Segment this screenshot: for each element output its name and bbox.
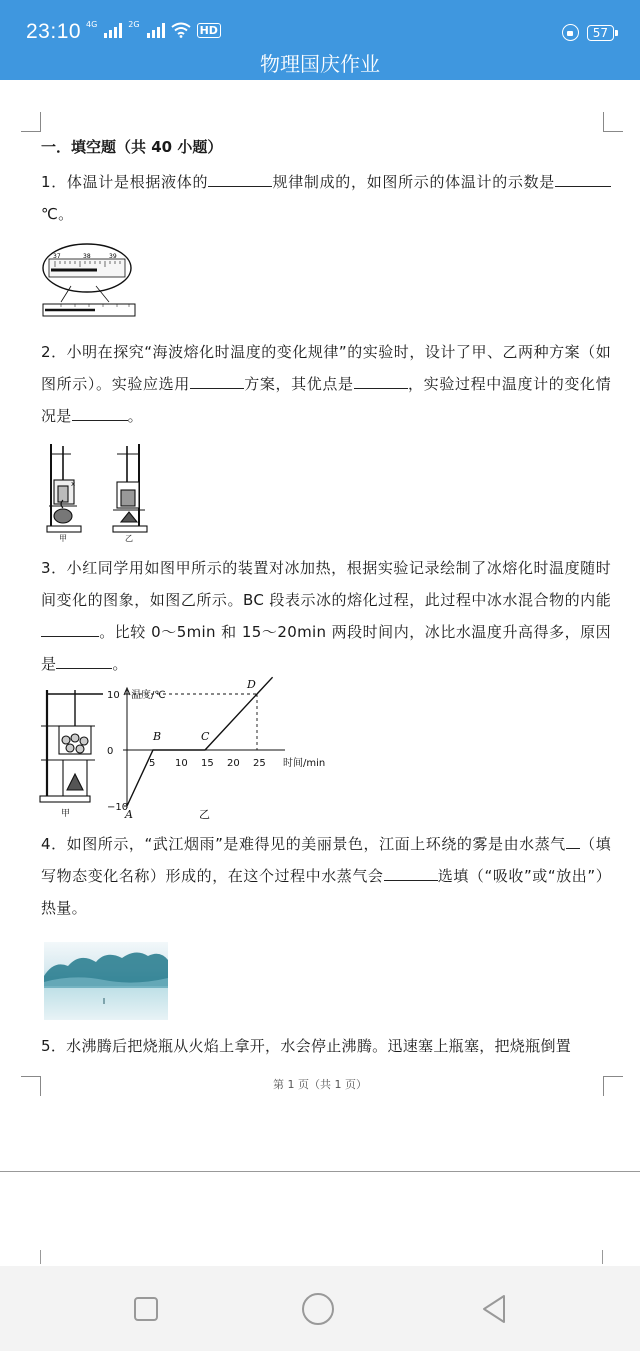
apparatus-mark: x bbox=[71, 480, 76, 488]
question-text: 方案，其优点是 bbox=[243, 375, 354, 393]
heating-apparatus bbox=[40, 690, 103, 802]
answer-blank[interactable] bbox=[190, 371, 244, 389]
question-text: 。 bbox=[127, 407, 143, 425]
signal-icon bbox=[104, 22, 122, 38]
point-label-a: A bbox=[125, 808, 133, 821]
recent-apps-button[interactable] bbox=[129, 1292, 163, 1326]
answer-blank[interactable] bbox=[208, 169, 272, 187]
page-edge-mark bbox=[40, 1250, 41, 1264]
question-text: ℃。 bbox=[41, 205, 74, 223]
answer-blank[interactable] bbox=[555, 169, 611, 187]
question-text: 3．小红同学用如图甲所示的装置对冰加热，根据实验记录绘制了冰熔化时温度随时间变化的图象，如图乙所示。BC 段表示冰的熔化过程，此过程中冰水混合物的内能 bbox=[41, 559, 611, 609]
x-tick-label: 5 bbox=[149, 758, 156, 769]
question-4 bbox=[41, 828, 611, 924]
figure-label-jia: 甲 bbox=[61, 809, 71, 819]
answer-blank[interactable] bbox=[56, 651, 112, 669]
hd-icon: HD bbox=[197, 23, 221, 38]
y-tick-label: 10 bbox=[107, 690, 120, 701]
question-text: 4．如图所示，“武江烟雨”是难得见的美丽景色，江面上环绕的雾是由水蒸气 bbox=[41, 835, 566, 853]
corner-mark bbox=[603, 112, 623, 132]
y-tick-label: 0 bbox=[107, 746, 114, 757]
back-button[interactable] bbox=[477, 1292, 511, 1326]
question-text: （填写物态变化名称）形成的，在这个过程中水蒸气会 bbox=[41, 835, 611, 885]
battery-icon: 57 bbox=[587, 25, 614, 41]
question-text: 选填（“吸收”或“放出”）热量。 bbox=[41, 867, 611, 917]
scale-label-37: 37 bbox=[53, 253, 61, 260]
question-text: 规律制成的，如图所示的体温计的示数是 bbox=[272, 173, 555, 191]
back-triangle-icon bbox=[480, 1294, 508, 1324]
question-text: 。 bbox=[112, 655, 128, 673]
question-text: 。比较 0～5min 和 15～20min 两段时间内，冰比水温度升高得多，原因是 bbox=[41, 623, 611, 673]
home-button[interactable] bbox=[301, 1292, 335, 1326]
x-tick-label: 10 bbox=[175, 758, 188, 769]
x-tick-label: 25 bbox=[253, 758, 266, 769]
question-3 bbox=[41, 552, 611, 680]
answer-blank[interactable] bbox=[354, 371, 408, 389]
figure-label-jia: 甲 bbox=[59, 534, 67, 543]
y-axis-label: 温度/℃ bbox=[131, 690, 166, 701]
question-2 bbox=[41, 336, 611, 432]
x-tick-label: 20 bbox=[227, 758, 240, 769]
question-1 bbox=[41, 166, 611, 230]
apparatus-figure bbox=[41, 440, 153, 544]
question-text: 2．小明在探究“海波熔化时温度的变化规律”的实验时，设计了甲、乙两种方案（如图所示）。实验应选用 bbox=[41, 343, 611, 393]
answer-blank[interactable] bbox=[384, 863, 438, 881]
question-5 bbox=[41, 1030, 611, 1062]
question-text: 1．体温计是根据液体的 bbox=[41, 173, 209, 191]
figure-label-yi: 乙 bbox=[199, 808, 210, 821]
rotation-lock-icon bbox=[562, 24, 579, 41]
thermometer-figure bbox=[41, 240, 141, 324]
melting-graph-figure bbox=[39, 678, 339, 822]
corner-mark bbox=[21, 112, 41, 132]
answer-blank[interactable] bbox=[566, 831, 580, 849]
scale-label-38: 38 bbox=[83, 253, 91, 260]
signal-icon-2 bbox=[147, 22, 165, 38]
point-label-d: D bbox=[247, 678, 256, 691]
status-icons bbox=[86, 22, 221, 38]
app-header bbox=[0, 0, 640, 80]
answer-blank[interactable] bbox=[72, 403, 128, 421]
point-label-c: C bbox=[201, 730, 210, 743]
misty-river-photo bbox=[44, 942, 168, 1020]
x-axis-label: 时间/min bbox=[283, 758, 326, 769]
x-tick-label: 15 bbox=[201, 758, 214, 769]
wifi-icon bbox=[171, 22, 191, 38]
page-divider bbox=[0, 1171, 640, 1172]
section-title: 一．填空题（共 40 小题） bbox=[41, 138, 223, 156]
page-edge-mark bbox=[602, 1250, 603, 1264]
circle-icon bbox=[301, 1292, 335, 1326]
question-text: ，实验过程中温度计的变化情况是 bbox=[41, 375, 611, 425]
document-content[interactable] bbox=[41, 136, 611, 1062]
status-time: 23:10 bbox=[26, 20, 82, 43]
answer-blank[interactable] bbox=[41, 619, 99, 637]
page-number: 第 1 页（共 1 页） bbox=[273, 1078, 367, 1091]
y-tick-label: −10 bbox=[107, 802, 129, 813]
figure-label-yi: 乙 bbox=[125, 534, 133, 543]
point-label-b: B bbox=[153, 730, 162, 743]
question-text: 5．水沸腾后把烧瓶从火焰上拿开，水会停止沸腾。迅速塞上瓶塞，把烧瓶倒置 bbox=[41, 1037, 572, 1055]
network-type-1: 4G bbox=[86, 20, 98, 29]
document-title: 物理国庆作业 bbox=[260, 52, 380, 76]
scale-label-39: 39 bbox=[109, 253, 117, 260]
network-type-2: 2G bbox=[128, 20, 140, 29]
square-icon bbox=[133, 1296, 159, 1322]
status-right bbox=[562, 24, 614, 41]
navigation-bar bbox=[0, 1266, 640, 1351]
